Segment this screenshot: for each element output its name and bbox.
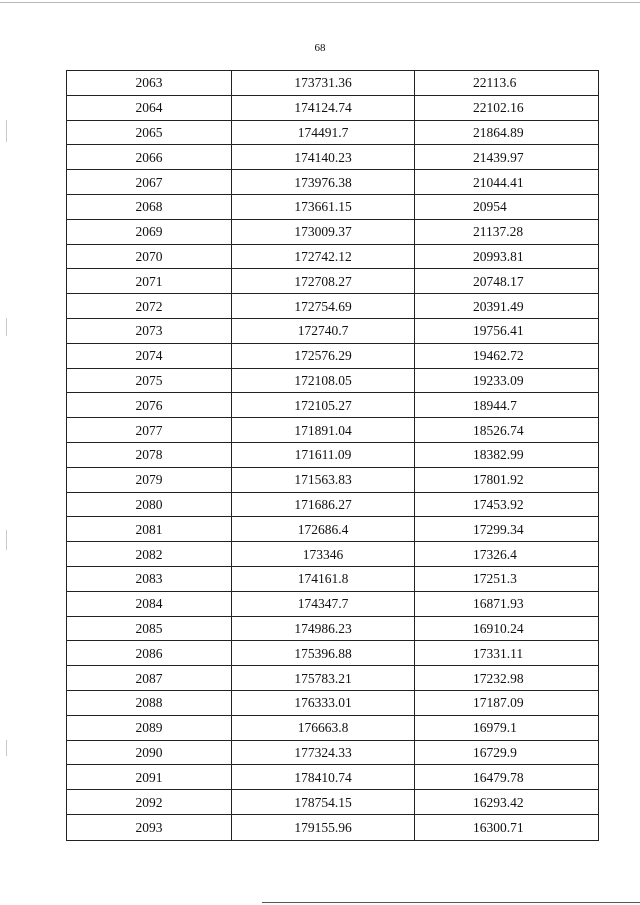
year-cell: 2078 bbox=[67, 442, 232, 467]
value-cell-2: 17232.98 bbox=[415, 666, 599, 691]
value-cell-1: 171891.04 bbox=[232, 418, 415, 443]
year-cell: 2086 bbox=[67, 641, 232, 666]
value-cell-1: 174140.23 bbox=[232, 145, 415, 170]
year-cell: 2073 bbox=[67, 318, 232, 343]
value-cell-2: 21044.41 bbox=[415, 170, 599, 195]
table-row bbox=[67, 318, 599, 343]
value-cell-1: 177324.33 bbox=[232, 740, 415, 765]
data-table bbox=[66, 70, 599, 841]
table-row bbox=[67, 765, 599, 790]
table-row bbox=[67, 170, 599, 195]
value-cell-2: 16300.71 bbox=[415, 814, 599, 840]
value-cell-2: 21439.97 bbox=[415, 145, 599, 170]
value-cell-1: 172576.29 bbox=[232, 343, 415, 368]
value-cell-1: 173661.15 bbox=[232, 194, 415, 219]
page-bottom-rule bbox=[262, 902, 640, 903]
table-row bbox=[67, 740, 599, 765]
value-cell-1: 173346 bbox=[232, 542, 415, 567]
year-cell: 2068 bbox=[67, 194, 232, 219]
scan-margin-mark bbox=[6, 740, 7, 756]
year-cell: 2080 bbox=[67, 492, 232, 517]
value-cell-1: 172708.27 bbox=[232, 269, 415, 294]
year-cell: 2075 bbox=[67, 368, 232, 393]
value-cell-1: 178410.74 bbox=[232, 765, 415, 790]
value-cell-2: 16729.9 bbox=[415, 740, 599, 765]
value-cell-1: 174161.8 bbox=[232, 566, 415, 591]
table-row bbox=[67, 219, 599, 244]
value-cell-2: 16979.1 bbox=[415, 715, 599, 740]
year-cell: 2066 bbox=[67, 145, 232, 170]
table-row bbox=[67, 790, 599, 815]
value-cell-2: 19462.72 bbox=[415, 343, 599, 368]
year-cell: 2085 bbox=[67, 616, 232, 641]
table-row bbox=[67, 467, 599, 492]
page-number: 68 bbox=[314, 42, 326, 54]
value-cell-2: 17326.4 bbox=[415, 542, 599, 567]
value-cell-1: 172108.05 bbox=[232, 368, 415, 393]
value-cell-1: 174491.7 bbox=[232, 120, 415, 145]
year-cell: 2072 bbox=[67, 294, 232, 319]
year-cell: 2088 bbox=[67, 690, 232, 715]
value-cell-1: 173009.37 bbox=[232, 219, 415, 244]
value-cell-2: 20993.81 bbox=[415, 244, 599, 269]
table-row bbox=[67, 715, 599, 740]
value-cell-1: 174986.23 bbox=[232, 616, 415, 641]
year-cell: 2065 bbox=[67, 120, 232, 145]
value-cell-1: 175783.21 bbox=[232, 666, 415, 691]
value-cell-2: 19756.41 bbox=[415, 318, 599, 343]
scan-margin-mark bbox=[6, 530, 7, 550]
value-cell-2: 18382.99 bbox=[415, 442, 599, 467]
value-cell-2: 20391.49 bbox=[415, 294, 599, 319]
value-cell-2: 18944.7 bbox=[415, 393, 599, 418]
value-cell-2: 22102.16 bbox=[415, 95, 599, 120]
table-row bbox=[67, 517, 599, 542]
year-cell: 2079 bbox=[67, 467, 232, 492]
table-row bbox=[67, 393, 599, 418]
value-cell-2: 17801.92 bbox=[415, 467, 599, 492]
year-cell: 2069 bbox=[67, 219, 232, 244]
year-cell: 2084 bbox=[67, 591, 232, 616]
value-cell-1: 178754.15 bbox=[232, 790, 415, 815]
value-cell-2: 16293.42 bbox=[415, 790, 599, 815]
year-cell: 2082 bbox=[67, 542, 232, 567]
value-cell-2: 17299.34 bbox=[415, 517, 599, 542]
value-cell-1: 171686.27 bbox=[232, 492, 415, 517]
year-cell: 2087 bbox=[67, 666, 232, 691]
table-row bbox=[67, 120, 599, 145]
year-cell: 2093 bbox=[67, 814, 232, 840]
year-cell: 2071 bbox=[67, 269, 232, 294]
year-cell: 2081 bbox=[67, 517, 232, 542]
year-cell: 2092 bbox=[67, 790, 232, 815]
value-cell-2: 22113.6 bbox=[415, 71, 599, 96]
scan-margin-mark bbox=[6, 318, 7, 336]
value-cell-2: 17453.92 bbox=[415, 492, 599, 517]
value-cell-2: 20954 bbox=[415, 194, 599, 219]
table-row bbox=[67, 368, 599, 393]
value-cell-2: 16479.78 bbox=[415, 765, 599, 790]
page-top-edge bbox=[0, 2, 640, 3]
value-cell-1: 172686.4 bbox=[232, 517, 415, 542]
table-row bbox=[67, 641, 599, 666]
value-cell-1: 172740.7 bbox=[232, 318, 415, 343]
year-cell: 2070 bbox=[67, 244, 232, 269]
table-row bbox=[67, 145, 599, 170]
table-row bbox=[67, 71, 599, 96]
value-cell-1: 176663.8 bbox=[232, 715, 415, 740]
table-body bbox=[67, 71, 599, 841]
table-row bbox=[67, 666, 599, 691]
value-cell-2: 16910.24 bbox=[415, 616, 599, 641]
table-row bbox=[67, 542, 599, 567]
table-row bbox=[67, 591, 599, 616]
table-row bbox=[67, 269, 599, 294]
value-cell-2: 18526.74 bbox=[415, 418, 599, 443]
value-cell-1: 173976.38 bbox=[232, 170, 415, 195]
table-row bbox=[67, 442, 599, 467]
table-row bbox=[67, 194, 599, 219]
value-cell-1: 171611.09 bbox=[232, 442, 415, 467]
value-cell-1: 172742.12 bbox=[232, 244, 415, 269]
table-row bbox=[67, 244, 599, 269]
value-cell-1: 176333.01 bbox=[232, 690, 415, 715]
value-cell-2: 20748.17 bbox=[415, 269, 599, 294]
year-cell: 2067 bbox=[67, 170, 232, 195]
value-cell-1: 172105.27 bbox=[232, 393, 415, 418]
value-cell-2: 21137.28 bbox=[415, 219, 599, 244]
value-cell-2: 21864.89 bbox=[415, 120, 599, 145]
value-cell-1: 172754.69 bbox=[232, 294, 415, 319]
year-cell: 2089 bbox=[67, 715, 232, 740]
year-cell: 2090 bbox=[67, 740, 232, 765]
year-cell: 2074 bbox=[67, 343, 232, 368]
table-row bbox=[67, 690, 599, 715]
value-cell-2: 17187.09 bbox=[415, 690, 599, 715]
value-cell-2: 17251.3 bbox=[415, 566, 599, 591]
value-cell-2: 16871.93 bbox=[415, 591, 599, 616]
value-cell-1: 174124.74 bbox=[232, 95, 415, 120]
table-row bbox=[67, 616, 599, 641]
table-row bbox=[67, 294, 599, 319]
table-row bbox=[67, 492, 599, 517]
table-row bbox=[67, 418, 599, 443]
value-cell-2: 19233.09 bbox=[415, 368, 599, 393]
table-row bbox=[67, 95, 599, 120]
year-cell: 2076 bbox=[67, 393, 232, 418]
value-cell-1: 171563.83 bbox=[232, 467, 415, 492]
table-row bbox=[67, 343, 599, 368]
year-cell: 2064 bbox=[67, 95, 232, 120]
year-cell: 2063 bbox=[67, 71, 232, 96]
year-cell: 2091 bbox=[67, 765, 232, 790]
value-cell-2: 17331.11 bbox=[415, 641, 599, 666]
value-cell-1: 179155.96 bbox=[232, 814, 415, 840]
table-row bbox=[67, 566, 599, 591]
scan-margin-mark bbox=[6, 120, 7, 142]
year-cell: 2077 bbox=[67, 418, 232, 443]
value-cell-1: 173731.36 bbox=[232, 71, 415, 96]
value-cell-1: 174347.7 bbox=[232, 591, 415, 616]
year-cell: 2083 bbox=[67, 566, 232, 591]
value-cell-1: 175396.88 bbox=[232, 641, 415, 666]
table-row bbox=[67, 814, 599, 840]
